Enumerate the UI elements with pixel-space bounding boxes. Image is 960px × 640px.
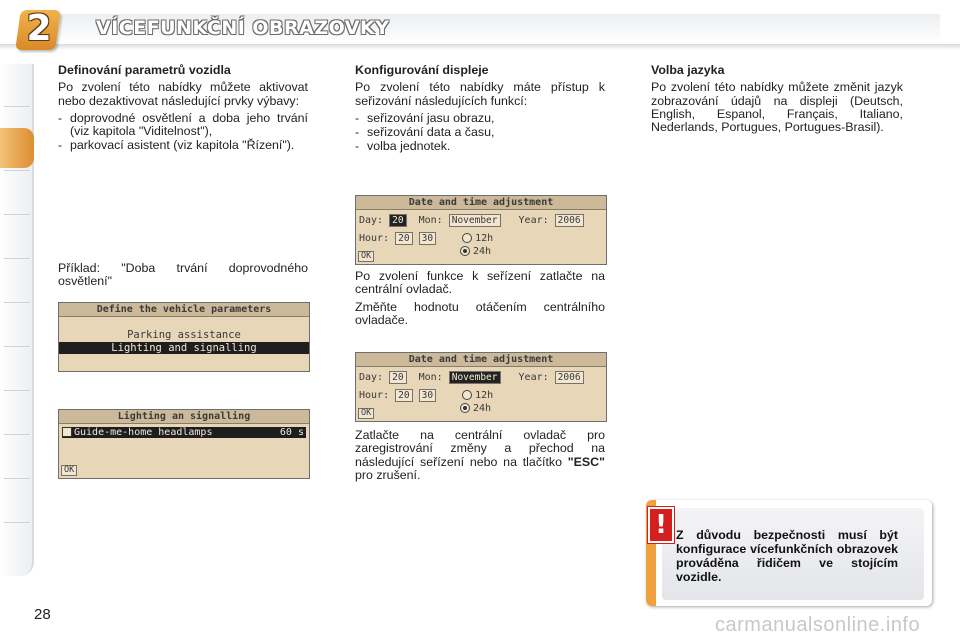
- section-heading: Definování parametrů vozidla: [58, 63, 231, 77]
- radio-icon: [462, 233, 472, 243]
- warning-text: Z důvodu bezpečnosti musí být konfigurace vícefunkčních obrazovek prováděna řidičem ve stojícím vozidle.: [676, 528, 898, 584]
- rail-divider: [4, 302, 30, 303]
- hour-label: Hour:: [359, 390, 390, 401]
- chapter-tab-active[interactable]: [0, 128, 34, 168]
- chapter-number: 2: [26, 8, 52, 49]
- title-underline: [0, 44, 960, 50]
- paragraph: Zatlačte na centrální ovladač pro zaregistrování změny a přechod na následující seřízení nebo na tlačítko "ESC" pro zrušení.: [355, 428, 605, 482]
- paragraph: Po zvolení funkce k seřízení zatlačte na centrální ovladač.: [355, 269, 605, 297]
- rail-divider: [4, 258, 30, 259]
- list-item: - doprovodné osvětlení a doba jeho trvání (viz kapitola "Viditelnost"),: [58, 112, 308, 139]
- month-label: Mon:: [418, 372, 443, 383]
- month-field[interactable]: November: [449, 214, 501, 227]
- paragraph: Po zvolení této nabídky máte přístup k seřizování následujících funkcí:: [355, 80, 605, 108]
- radio-24h[interactable]: 24h: [460, 246, 491, 257]
- section-heading: Konfigurování displeje: [355, 63, 489, 77]
- instructions-block: [355, 270, 605, 331]
- list-item: - parkovací asistent (viz kapitola "Řízení").: [58, 139, 308, 152]
- menu-item-parking-assistance[interactable]: Parking assistance: [127, 329, 241, 341]
- date-row: [359, 371, 584, 384]
- day-label: Day:: [359, 215, 384, 226]
- rail-divider: [4, 170, 30, 171]
- page-title: VÍCEFUNKČNÍ OBRAZOVKY: [96, 17, 390, 39]
- minute-field[interactable]: 30: [419, 389, 436, 402]
- year-field[interactable]: 2006: [555, 371, 584, 384]
- day-field[interactable]: 20: [389, 371, 406, 384]
- example-caption: Příklad: "Doba trvání doprovodného osvětlení": [58, 261, 308, 289]
- radio-icon: [462, 390, 472, 400]
- paragraph: Po zvolení této nabídky můžete aktivovat nebo dezaktivovat následující prvky výbavy:: [58, 80, 308, 108]
- page-number: 28: [34, 606, 51, 623]
- ok-button[interactable]: OK: [358, 408, 374, 419]
- example-caption-block: [58, 262, 308, 293]
- ok-button[interactable]: OK: [358, 251, 374, 262]
- hour-field[interactable]: 20: [395, 389, 412, 402]
- column-vehicle-params: [58, 64, 308, 154]
- radio-12h[interactable]: 12h: [462, 390, 493, 401]
- option-guide-me-home[interactable]: [62, 427, 306, 438]
- hour-label: Hour:: [359, 233, 390, 244]
- rail-divider: [4, 434, 30, 435]
- rail-divider: [4, 346, 30, 347]
- warning-icon: !: [648, 507, 674, 543]
- column-display-config: [355, 64, 605, 155]
- screen-date-time-day: [355, 195, 607, 265]
- minute-field[interactable]: 30: [419, 232, 436, 245]
- month-label: Mon:: [418, 215, 443, 226]
- hour-field[interactable]: 20: [395, 232, 412, 245]
- rail-divider: [4, 390, 30, 391]
- esc-label: "ESC": [567, 454, 605, 469]
- radio-24h[interactable]: 24h: [460, 403, 491, 414]
- radio-12h[interactable]: 12h: [462, 233, 493, 244]
- screen-lighting: [58, 409, 310, 479]
- month-field[interactable]: November: [449, 371, 501, 384]
- year-field[interactable]: 2006: [555, 214, 584, 227]
- option-label: Guide-me-home headlamps: [74, 427, 213, 438]
- year-label: Year:: [518, 215, 549, 226]
- screen-title: Date and time adjustment: [356, 353, 606, 367]
- day-label: Day:: [359, 372, 384, 383]
- column-language: [651, 64, 903, 138]
- screen-date-time-month: [355, 352, 607, 422]
- list-item: - volba jednotek.: [355, 140, 605, 153]
- screen-title: Lighting an signalling: [59, 410, 309, 424]
- ok-button[interactable]: OK: [61, 465, 77, 476]
- rail-divider: [4, 478, 30, 479]
- radio-selected-icon: [460, 403, 470, 413]
- rail-divider: [4, 214, 30, 215]
- checkbox-icon[interactable]: ✓: [62, 427, 72, 437]
- paragraph: Změňte hodnotu otáčením centrálního ovladače.: [355, 299, 605, 327]
- watermark: carmanualsonline.info: [715, 614, 921, 636]
- year-label: Year:: [518, 372, 549, 383]
- section-heading: Volba jazyka: [651, 63, 725, 77]
- confirm-instructions: [355, 429, 605, 486]
- time-row: [359, 389, 493, 402]
- menu-item-lighting-signalling[interactable]: Lighting and signalling: [59, 342, 309, 354]
- list-item: - seřizování data a času,: [355, 126, 605, 139]
- day-field[interactable]: 20: [389, 214, 406, 227]
- time-row: [359, 232, 493, 245]
- bullet-list: [355, 112, 605, 154]
- list-item: - seřizování jasu obrazu,: [355, 112, 605, 125]
- rail-divider: [4, 522, 30, 523]
- screen-title: Define the vehicle parameters: [59, 303, 309, 317]
- screen-vehicle-params: [58, 302, 310, 372]
- rail-divider: [4, 106, 30, 107]
- option-value: 60 s: [279, 427, 304, 438]
- paragraph: Po zvolení této nabídky můžete změnit jazyk zobrazování údajů na displeji (Deutsch, English, Espanol, Français, Italiano, Nederlands, Portugues, Portugues-Brasil).: [651, 80, 903, 135]
- radio-selected-icon: [460, 246, 470, 256]
- date-row: [359, 214, 584, 227]
- screen-title: Date and time adjustment: [356, 196, 606, 210]
- bullet-list: [58, 112, 308, 153]
